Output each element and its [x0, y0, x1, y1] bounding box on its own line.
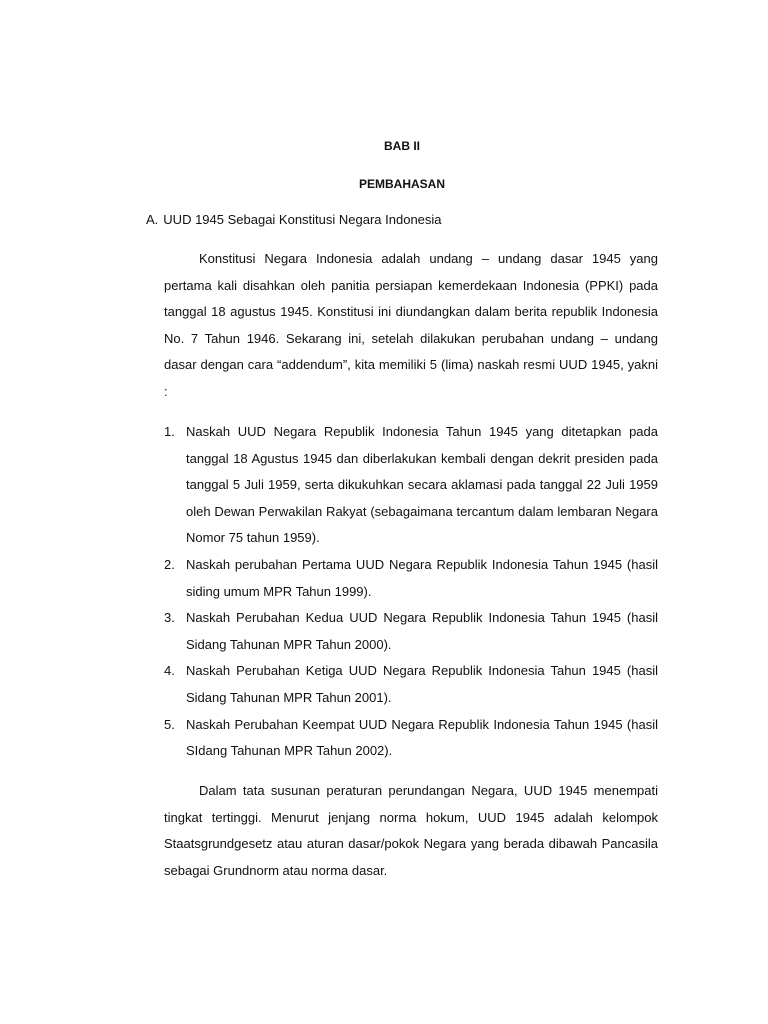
list-item-number: 2.	[164, 556, 175, 572]
list-item-text: Naskah Perubahan Keempat UUD Negara Republik Indonesia Tahun 1945 (hasil SIdang Tahunan MPR Tahun 2002).	[186, 716, 658, 759]
paragraph-conclusion: Dalam tata susunan peraturan perundangan Negara, UUD 1945 menempati tingkat tertinggi. Menurut jenjang norma hokum, UUD 1945 adalah kelompok Staatsgrundgesetz atau aturan dasar/pokok Negara yang berada dibawah Pancasila sebagai Grundnorm atau norma dasar.	[164, 783, 658, 878]
list-item-number: 3.	[164, 610, 175, 626]
section-heading: PEMBAHASAN	[358, 177, 445, 191]
list-item-number: 5.	[164, 716, 175, 732]
subheading-marker: A.	[146, 212, 159, 227]
subheading-text: UUD 1945 Sebagai Konstitusi Negara Indonesia	[163, 212, 442, 227]
paragraph-intro: Konstitusi Negara Indonesia adalah undang – undang dasar 1945 yang pertama kali disahkan oleh panitia persiapan kemerdekaan Indonesia (PPKI) pada tanggal 18 agustus 1945. Konstitusi ini diundangkan dalam berita republik Indonesia No. 7 Tahun 1946. Sekarang ini, setelah dilakukan perubahan undang – undang dasar dengan cara “addendum”, kita memiliki 5 (lima) naskah resmi UUD 1945, yakni :	[164, 251, 658, 399]
list-item-number: 1.	[164, 424, 175, 439]
list-item	[164, 658, 658, 711]
list-item-text: Naskah perubahan Pertama UUD Negara Republik Indonesia Tahun 1945 (hasil siding umum MPR Tahun 1999).	[186, 556, 658, 599]
list-item	[164, 419, 658, 552]
list-item-number: 4.	[164, 663, 175, 679]
chapter-title: BAB II	[384, 139, 420, 153]
list-item	[164, 712, 658, 765]
list-item	[164, 552, 658, 605]
list-item-text: Naskah Perubahan Kedua UUD Negara Republik Indonesia Tahun 1945 (hasil Sidang Tahunan MPR Tahun 2000).	[186, 610, 658, 652]
list-item-text: Naskah Perubahan Ketiga UUD Negara Republik Indonesia Tahun 1945 (hasil Sidang Tahunan MPR Tahun 2001).	[186, 663, 658, 705]
list-item-text: Naskah UUD Negara Republik Indonesia Tahun 1945 yang ditetapkan pada tanggal 18 Agustus 1945 dan diberlakukan kembali dengan dekrit presiden pada tanggal 5 Juli 1959, serta dikukuhkan secara aklamasi pada tanggal 22 Juli 1959 oleh Dewan Perwakilan Rakyat (sebagaimana tercantum dalam lembaran Negara Nomor 75 tahun 1959).	[186, 424, 658, 546]
list-item	[164, 605, 658, 658]
numbered-list	[164, 419, 658, 765]
subheading	[146, 212, 442, 227]
